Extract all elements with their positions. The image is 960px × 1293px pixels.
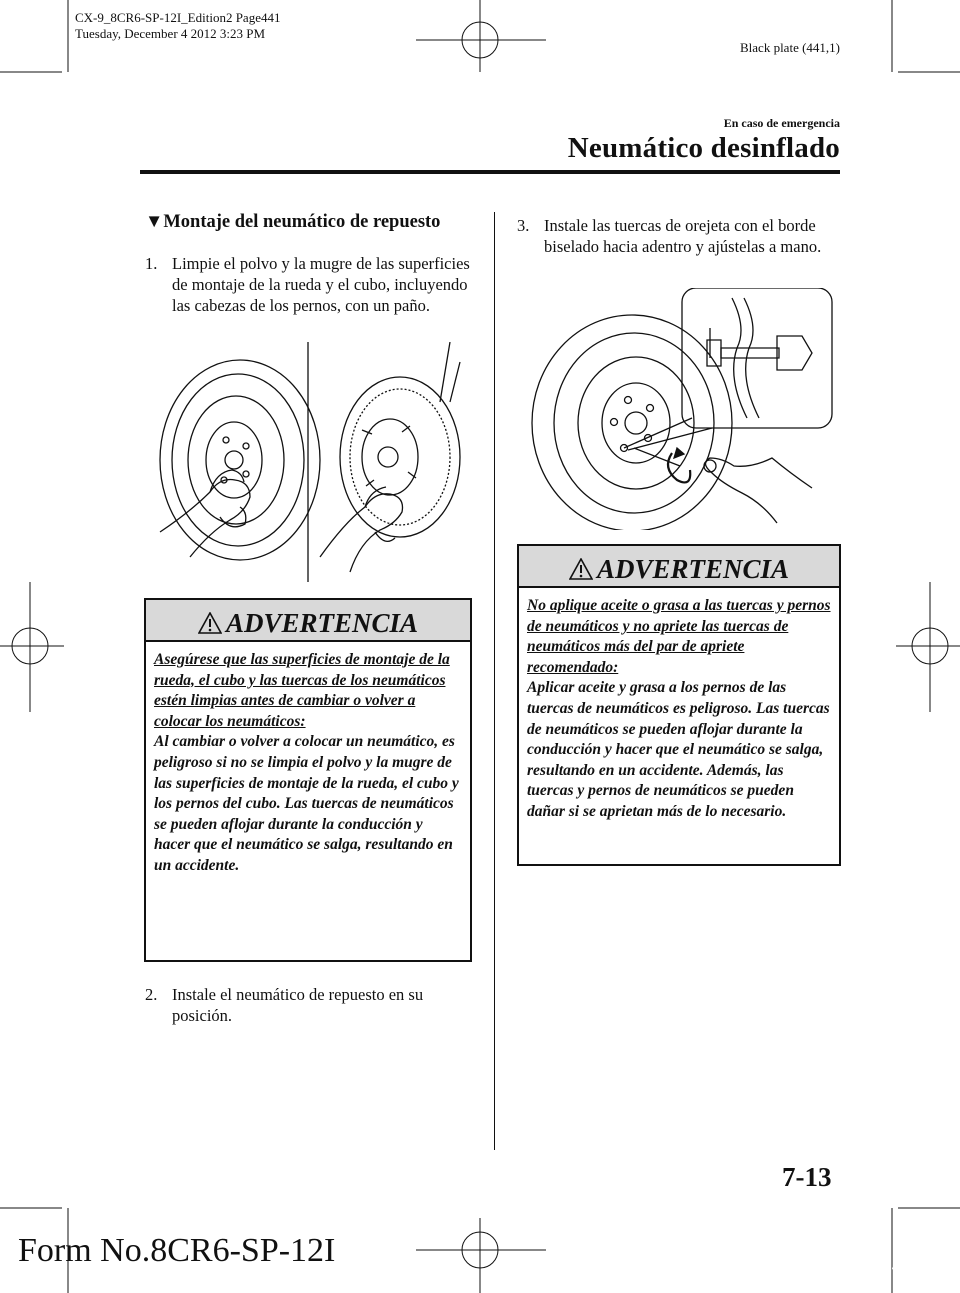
- warning-body-1: [146, 642, 470, 887]
- step-2-text: Instale el neumático de repuesto en su posición.: [172, 985, 424, 1025]
- warning-header-2: [519, 546, 839, 588]
- print-info-file: CX-9_8CR6-SP-12I_Edition2 Page441: [75, 10, 281, 25]
- step-1: [145, 253, 485, 316]
- section-label: En caso de emergencia: [723, 116, 840, 130]
- step-1-text: Limpie el polvo y la mugre de las superficies de montaje de la rueda y el cubo, incluyendo las cabezas de los pernos, con un paño.: [172, 254, 470, 315]
- header-rule: [140, 170, 840, 174]
- warning-triangle-icon: [569, 558, 593, 580]
- step-3: [517, 215, 843, 257]
- warning-lead-1: Asegúrese que las superficies de montaje de la rueda, el cubo y las tuercas de los neumáticos estén limpias antes de cambiar o volver a colocar los neumáticos:: [154, 651, 450, 730]
- column-divider: [494, 212, 495, 1150]
- page-number: 7-13: [782, 1162, 832, 1192]
- lug-nut-illustration: [522, 288, 836, 530]
- print-info: [75, 10, 280, 42]
- step-3-number: 3.: [517, 216, 530, 235]
- cleaning-illustration: [150, 342, 470, 582]
- form-number: Form No.8CR6-SP-12I: [18, 1232, 336, 1269]
- warning-box-1: [144, 598, 472, 962]
- chapter-title: Neumático desinflado: [567, 132, 840, 164]
- warning-lead-2: No aplique aceite o grasa a las tuercas y pernos de neumáticos y no apriete las tuercas de neumáticos más del par de apriete recomendado:: [527, 597, 831, 676]
- warning-body-2: [519, 588, 839, 833]
- warning-text-2: Aplicar aceite y grasa a los pernos de las tuercas de neumáticos es peligroso. Las tuercas de neumáticos se pueden aflojar durante la conducción y hacer que el neumático se salga, resultando en un accidente. Además, las tuercas y pernos de neumáticos se pueden dañar si se aprietan más de lo necesario.: [527, 679, 830, 820]
- warning-title-1: ADVERTENCIA: [225, 608, 419, 638]
- warning-text-1: Al cambiar o volver a colocar un neumático, es peligroso si no se limpia el polvo y la mugre de las superficies de montaje de la rueda, el cubo y los pernos del cubo. Las tuercas de neumáticos se pueden aflojar durante la conducción y hacer que el neumático se salga, resultando en un accidente.: [154, 733, 459, 874]
- sub-heading-text: Montaje del neumático de repuesto: [163, 212, 441, 232]
- plate-label: Black plate (441,1): [740, 40, 840, 55]
- warning-title-2: ADVERTENCIA: [596, 554, 790, 584]
- warning-triangle-icon: [198, 612, 222, 634]
- sub-heading: [145, 212, 440, 233]
- step-2-number: 2.: [145, 985, 158, 1004]
- print-info-date: Tuesday, December 4 2012 3:23 PM: [75, 26, 266, 41]
- triangle-down-icon: ▼: [145, 212, 164, 232]
- watermark: carmanualsonline.info: [708, 1262, 910, 1283]
- step-3-text: Instale las tuercas de orejeta con el borde biselado hacia adentro y ajústelas a mano.: [544, 216, 822, 256]
- step-1-number: 1.: [145, 254, 158, 273]
- warning-header-1: [146, 600, 470, 642]
- warning-box-2: [517, 544, 841, 866]
- step-2: [145, 984, 485, 1026]
